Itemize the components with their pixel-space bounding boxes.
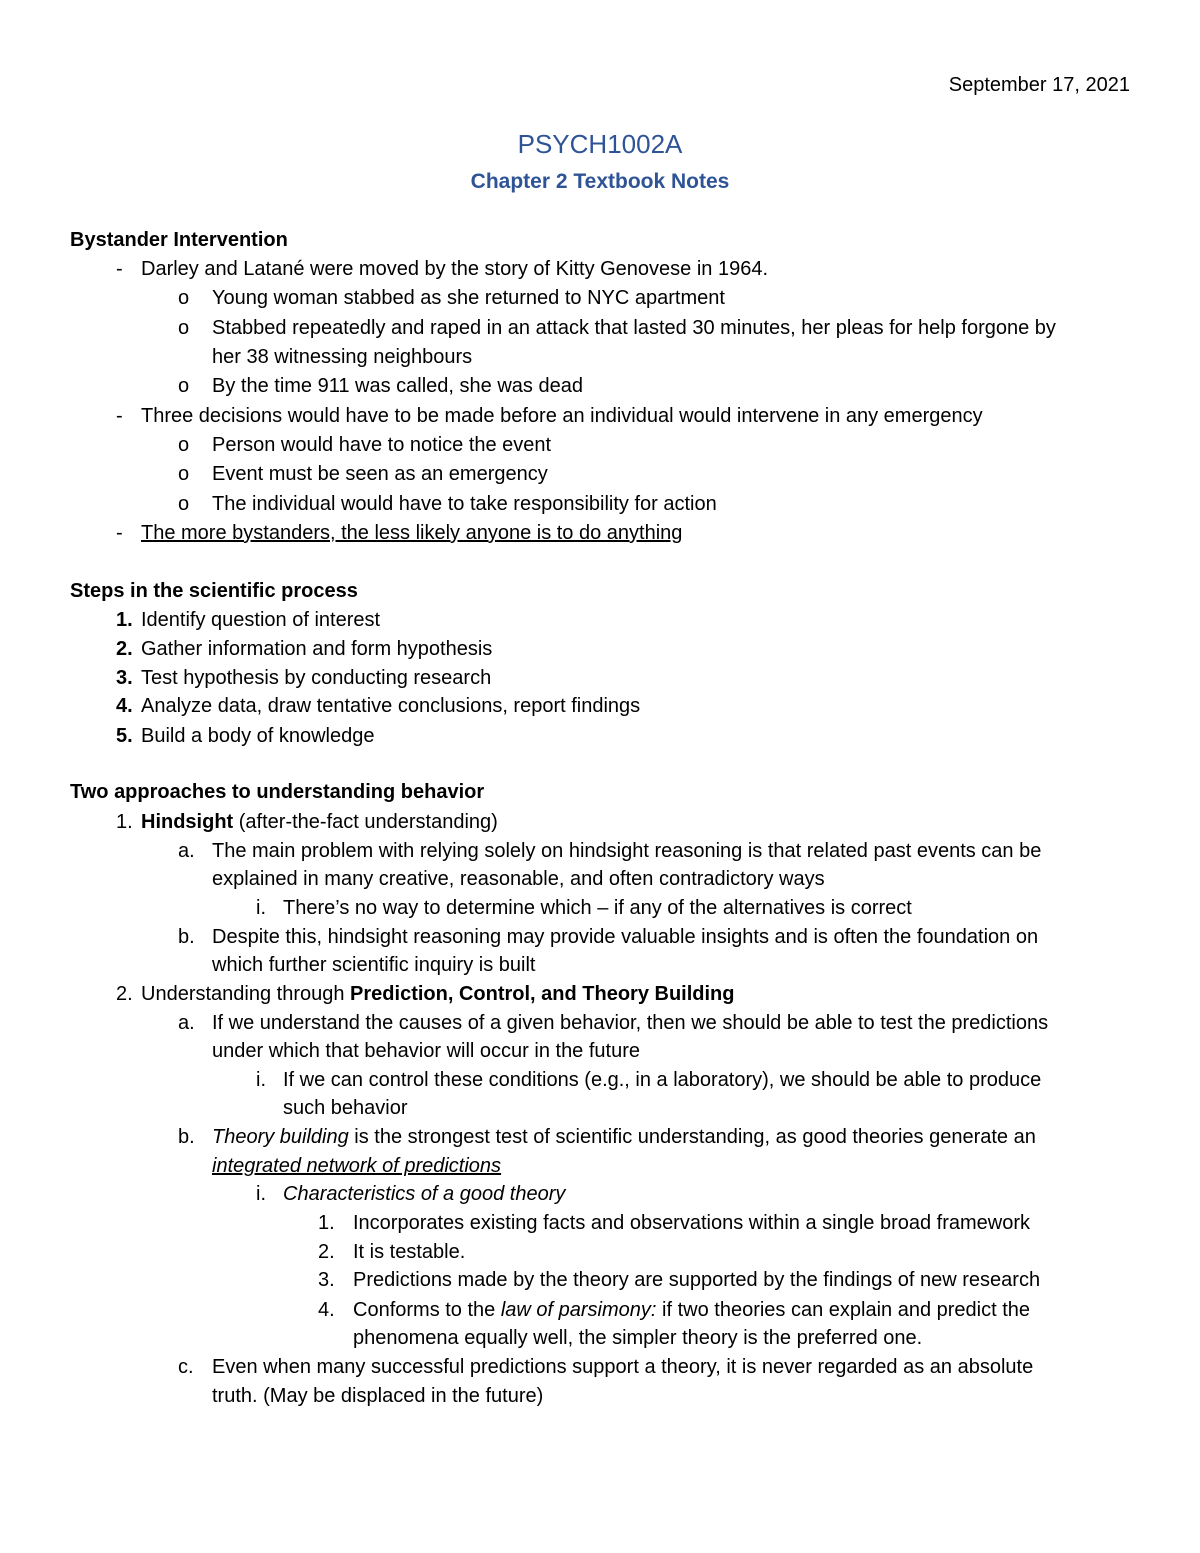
parsimony-desc: if two theories can explain and predict the	[656, 1299, 1031, 1321]
circle-bullet: o	[178, 493, 190, 515]
list-item-underlined: The more bystanders, the less likely anyone is to do anything	[141, 522, 683, 544]
list-number: 2.	[116, 983, 133, 1005]
list-number: 4.	[318, 1299, 335, 1321]
list-item: Incorporates existing facts and observations within a single broad framework	[353, 1212, 1031, 1234]
list-item: Event must be seen as an emergency	[212, 463, 548, 485]
list-item	[353, 1297, 1030, 1323]
list-item: Stabbed repeatedly and raped in an attack that lasted 30 minutes, her pleas for help forgone by	[212, 317, 1056, 339]
list-item	[141, 981, 735, 1007]
list-item: The main problem with relying solely on hindsight reasoning is that related past events can be	[212, 840, 1042, 862]
list-roman: i.	[256, 897, 266, 919]
list-item-continuation: truth. (May be displaced in the future)	[212, 1385, 544, 1407]
step-item: Build a body of knowledge	[141, 725, 375, 747]
list-item	[141, 809, 498, 835]
list-item: It is testable.	[353, 1241, 466, 1263]
list-number: 2.	[318, 1241, 335, 1263]
circle-bullet: o	[178, 375, 190, 397]
chapter-subtitle: Chapter 2 Textbook Notes	[470, 170, 730, 193]
circle-bullet: o	[178, 463, 190, 485]
step-number: 2.	[116, 638, 133, 660]
step-item: Test hypothesis by conducting research	[141, 667, 492, 689]
list-item: Person would have to notice the event	[212, 434, 552, 456]
list-item: Despite this, hindsight reasoning may provide valuable insights and is often the foundation on	[212, 926, 1039, 948]
step-number: 4.	[116, 695, 133, 717]
list-item-continuation: under which that behavior will occur in the future	[212, 1040, 641, 1062]
list-letter: a.	[178, 1012, 195, 1034]
list-letter: c.	[178, 1356, 194, 1378]
circle-bullet: o	[178, 317, 190, 339]
section-heading-steps: Steps in the scientific process	[70, 580, 358, 602]
list-number: 1.	[318, 1212, 335, 1234]
list-number: 1.	[116, 811, 133, 833]
theory-building-term: Theory building	[212, 1126, 349, 1148]
step-item: Gather information and form hypothesis	[141, 638, 493, 660]
list-item: By the time 911 was called, she was dead	[212, 375, 583, 397]
dash-bullet: -	[116, 405, 123, 427]
list-item-continuation: which further scientific inquiry is built	[212, 954, 536, 976]
list-item: Predictions made by the theory are supported by the findings of new research	[353, 1269, 1041, 1291]
parsimony-term: law of parsimony:	[500, 1299, 657, 1321]
list-number: 3.	[318, 1269, 335, 1291]
list-item	[212, 1124, 1036, 1150]
dash-bullet: -	[116, 258, 123, 280]
list-letter: b.	[178, 1126, 195, 1148]
step-number: 3.	[116, 667, 133, 689]
step-number: 1.	[116, 609, 133, 631]
list-roman: i.	[256, 1183, 266, 1205]
list-letter: b.	[178, 926, 195, 948]
list-item: Three decisions would have to be made before an individual would intervene in any emergency	[141, 405, 983, 427]
section-heading-bystander: Bystander Intervention	[70, 229, 288, 251]
prediction-term: Prediction, Control, and Theory Building	[350, 983, 735, 1005]
list-item: Young woman stabbed as she returned to NYC apartment	[212, 287, 725, 309]
list-roman: i.	[256, 1069, 266, 1091]
hindsight-desc: (after-the-fact understanding)	[233, 811, 498, 833]
circle-bullet: o	[178, 434, 190, 456]
list-item-continuation: such behavior	[283, 1097, 408, 1119]
prediction-lead: Understanding through	[141, 983, 351, 1005]
theory-building-desc: is the strongest test of scientific understanding, as good theories generate an	[348, 1126, 1036, 1148]
list-item: Darley and Latané were moved by the story of Kitty Genovese in 1964.	[141, 258, 769, 280]
list-item: If we understand the causes of a given behavior, then we should be able to test the predictions	[212, 1012, 1049, 1034]
step-number: 5.	[116, 725, 133, 747]
list-item-continuation: phenomena equally well, the simpler theory is the preferred one.	[353, 1327, 923, 1349]
circle-bullet: o	[178, 287, 190, 309]
list-item: The individual would have to take responsibility for action	[212, 493, 717, 515]
list-letter: a.	[178, 840, 195, 862]
list-item: If we can control these conditions (e.g., in a laboratory), we should be able to produce	[283, 1069, 1042, 1091]
list-item: Characteristics of a good theory	[283, 1183, 566, 1205]
document-date: September 17, 2021	[948, 74, 1130, 96]
list-item: There’s no way to determine which – if any of the alternatives is correct	[283, 897, 912, 919]
section-heading-approaches: Two approaches to understanding behavior	[70, 781, 485, 803]
hindsight-term: Hindsight	[141, 811, 234, 833]
dash-bullet: -	[116, 522, 123, 544]
course-title: PSYCH1002A	[517, 129, 683, 159]
step-item: Analyze data, draw tentative conclusions, report findings	[141, 695, 641, 717]
step-item: Identify question of interest	[141, 609, 381, 631]
parsimony-lead: Conforms to the	[353, 1299, 501, 1321]
list-item-continuation: explained in many creative, reasonable, and often contradictory ways	[212, 868, 825, 890]
list-item: Even when many successful predictions support a theory, it is never regarded as an absolute	[212, 1356, 1034, 1378]
list-item-continuation: integrated network of predictions	[212, 1155, 502, 1177]
list-item-continuation: her 38 witnessing neighbours	[212, 346, 473, 368]
